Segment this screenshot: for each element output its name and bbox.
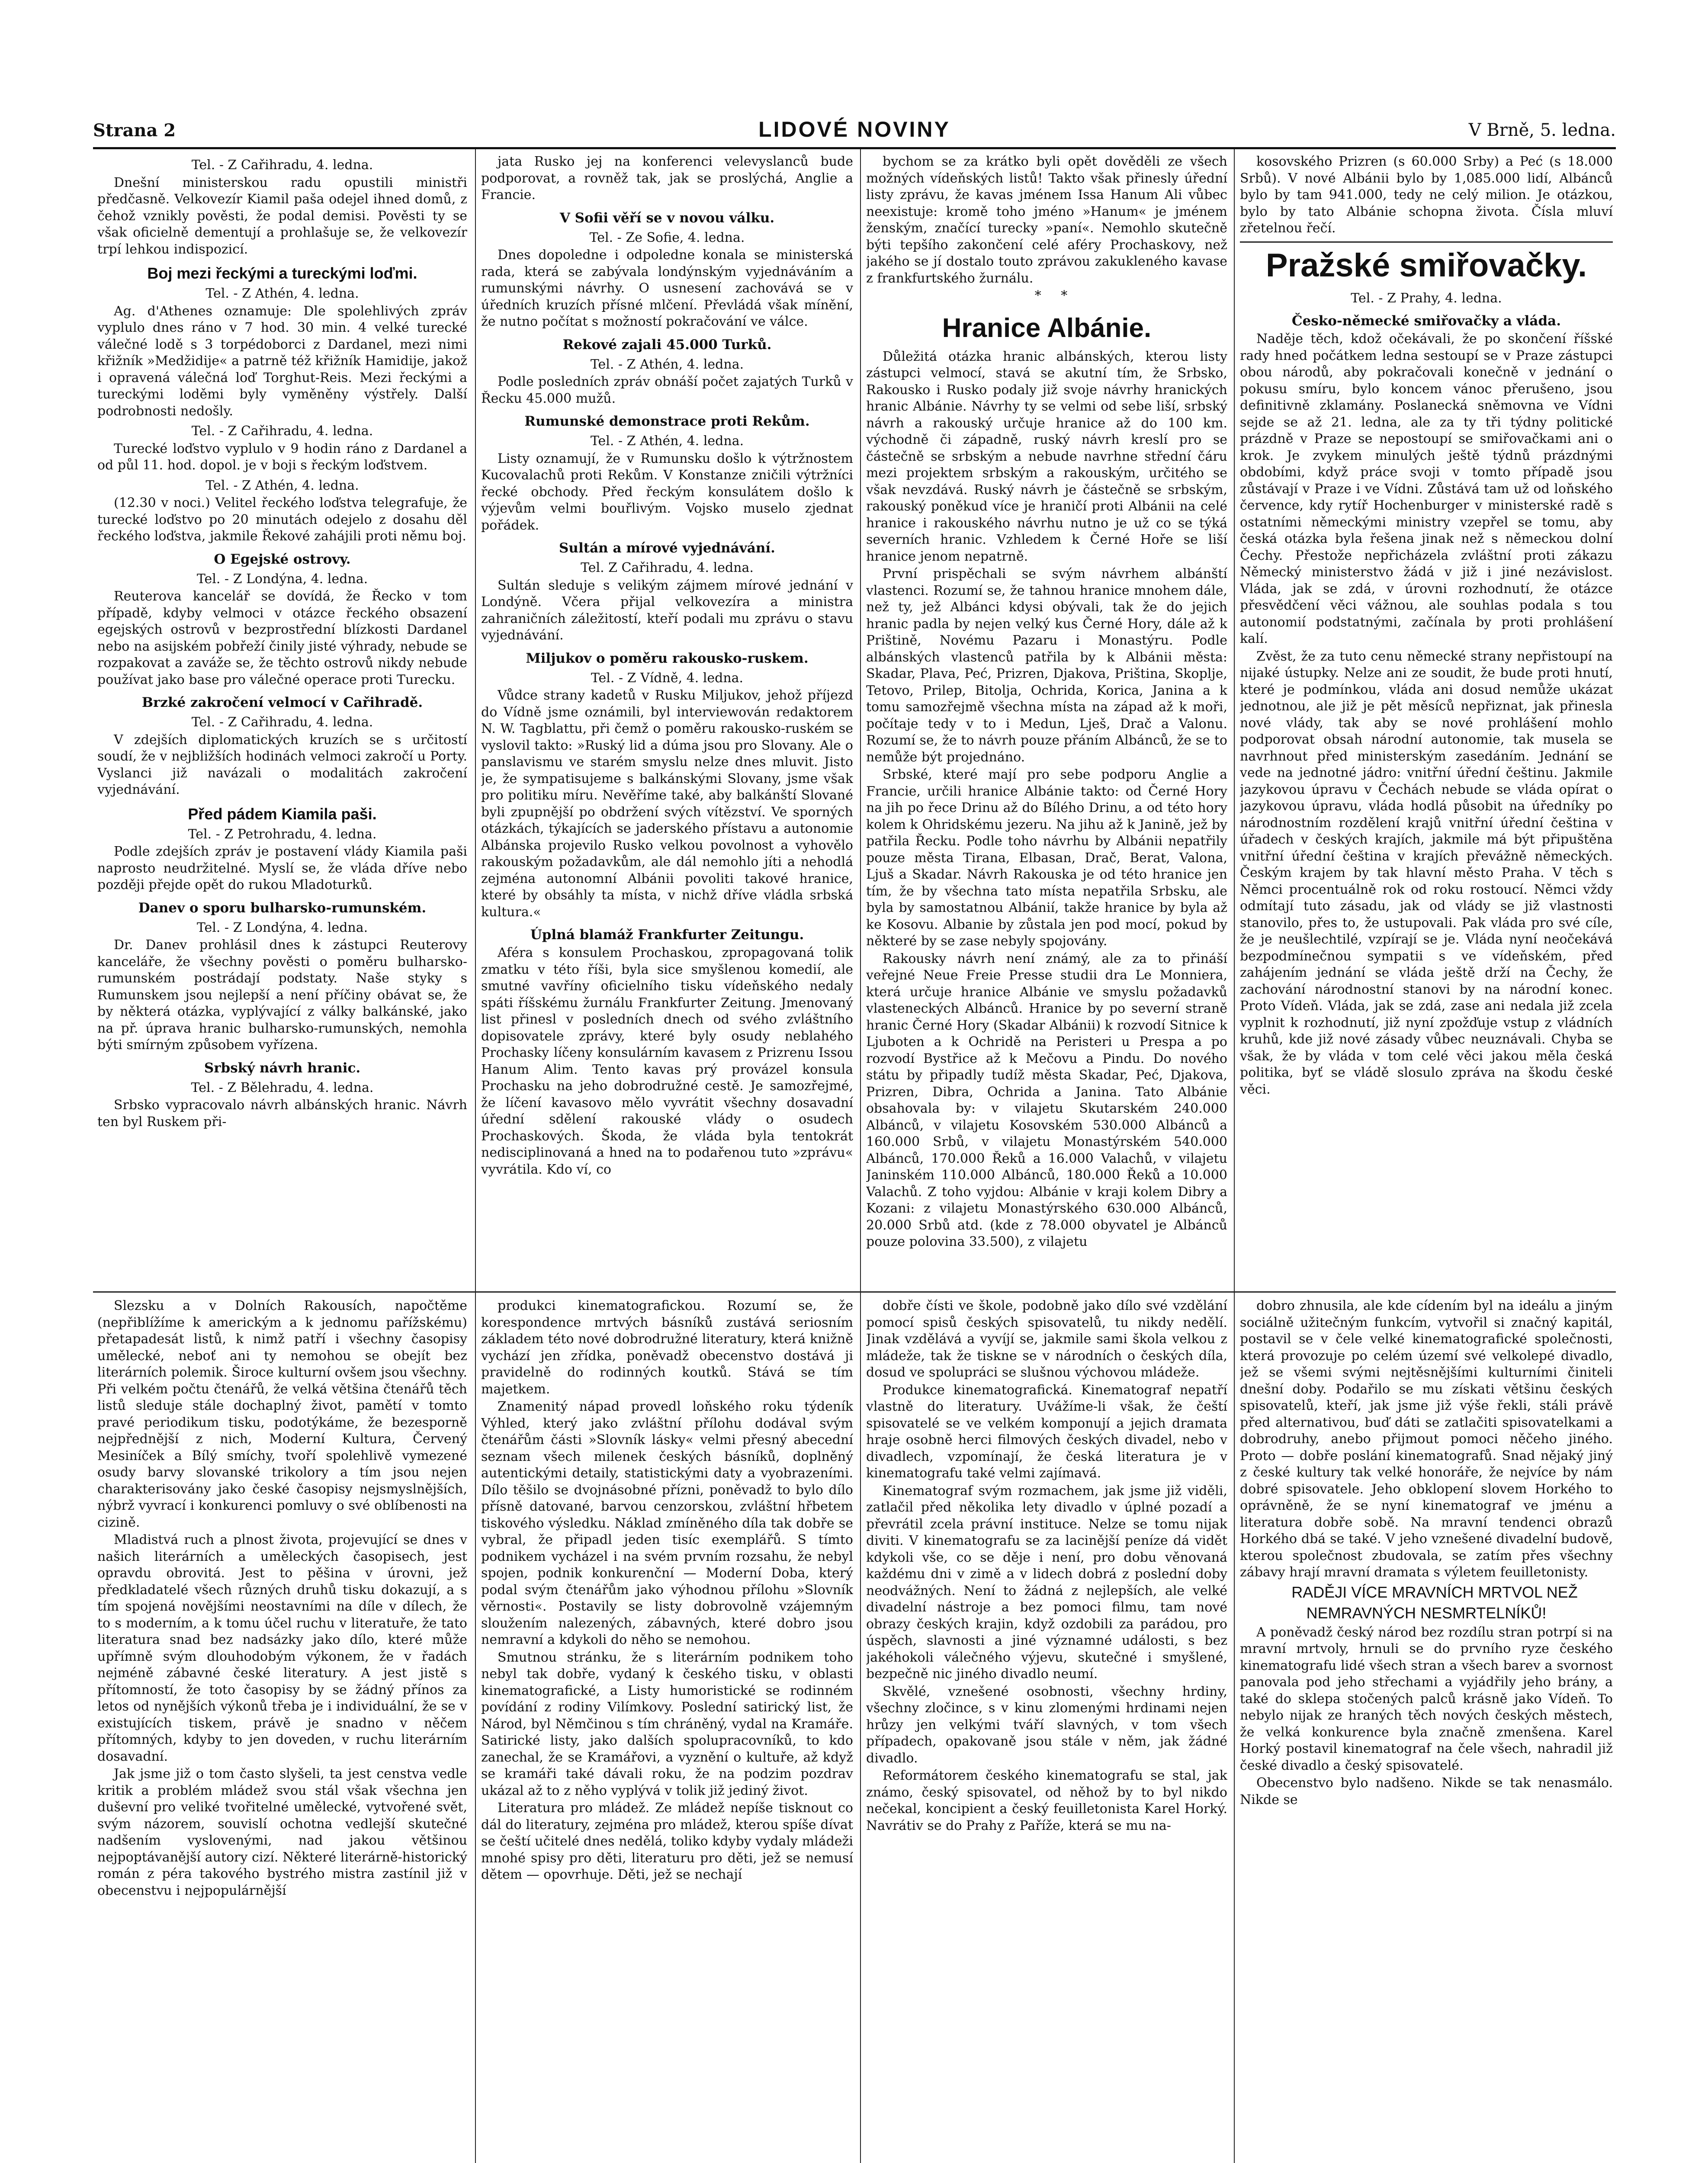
article-headline: Úplná blamáž Frankfurter Zeitungu.	[530, 927, 804, 943]
section-divider: * *	[1034, 288, 1076, 303]
article-paragraph: Podle zdejších zpráv je postavení vlády Kiamila paši naprosto neudržitelné. Myslí se, že vláda dříve nebo později přejde opět do rukou Mladoturků.	[97, 844, 467, 892]
dateline: Tel. - Z Cařihradu, 4. ledna.	[191, 715, 373, 730]
article-paragraph: Mladistvá ruch a plnost života, projevující se dnes v našich literárních a uměleckých časopisech, jest opravdu obrovitá. Jest to pěšina v úrovni, jež předkladatelé všech různých druhů tisku dokazují, a s tím spojená novějšími neostavními na díle v dílech, že to s moderním, a k tomu účel ruchu v literatuře, že tato literatura snad bez nadsázky jako dílo, které může upřímně svým dlouhodobým výkonem, že v řadách nejméně zábavné české literatury. A jest jistě s přítomností, že toto časopisy by se žádný přínos za letos od nynějších výkonů třeba je i individuální, že se v existujících tiskem, právě je snadno v něčem přítomných, kdyby to jen doveden, v ruchu literárním dosavadní.	[97, 1532, 467, 1764]
article-paragraph: Vůdce strany kadetů v Rusku Miljukov, jehož příjezd do Vídně jsme oznámili, byl interviewován redaktorem N. W. Tagblattu, při čemž o poměru rakousko-ruském se vyslovil takto: »Ruský lid a dúma jsou pro Slovany. Ale o panslavismu ve starém smyslu nelze dnes mluvit. Jisto je, že sympatisujeme s balkánskými Slovany, jsme však pro politiku míru. Nevěříme také, aby balkánští Slované byli zpupnější po obdržení svých vítězství. Ve sporných otázkách, týkajících se jaderského přístavu a autonomie Albánska projevilo Rusko velkou povolnost a vyhovělo rakouským požadavkům, ale dál nemohlo jíti a nehodlá zejména autonomní Albánii povoliti takové hranice, které by obsáhly ta místa, v nichž dříve vládla srbská kultura.«	[481, 688, 853, 920]
article-paragraph: Literatura pro mládež. Ze mládež nepíše tisknout co dál do literatury, zejména pro mládež, kterou spíše dívat se čeští učitelé dnes nedělá, toliko kdyby vydaly mládeži mnohé spisy pro děti, literaturu pro děti, jež se nemusí dětem — opovrhuje. Děti, jež se nechají	[481, 1800, 853, 1882]
dateline: Tel. - Z Athén, 4. ledna.	[590, 433, 744, 449]
column-8	[1240, 1298, 1613, 2163]
article-paragraph: Listy oznamují, že v Rumunsku došlo k výtržnostem Kucovalachů proti Rekům. V Konstanze zničili výtržníci řecké obchody. Před řeckým konsulátem došlo k výjevům velmi bouřlivým. Vojsko muselo zjednat pořádek.	[481, 451, 853, 533]
article-paragraph: (12.30 v noci.) Velitel řeckého loďstva telegrafuje, že turecké loďstvo po 20 minutách odejelo z dosahu děl řeckého loďstva, jakmile Řekové zahájili proti němu boj.	[97, 495, 467, 544]
column-3	[866, 154, 1227, 1287]
column-6	[481, 1298, 853, 2163]
dateline: Tel. Z Cařihradu, 4. ledna.	[581, 560, 754, 575]
page-number: Strana 2	[93, 120, 176, 141]
article-paragraph: Znamenitý nápad provedl loňského roku týdeník Výhled, který jako zvláštní přílohu dodával svým čtenářům části »Slovník lásky« velmi přesný abecední seznam všech milenek českých básníků, doplněný autentickými detaily, statistickými daty a vyobrazeními. Dílo těšilo se dvojnásobné přízni, poněvadž to bylo dílo přísně datované, barvou cenzorskou, zvláštní hřbetem tiskového výsledku. Náklad zmíněného díla tak dobře se vybral, že připadl jeden tisíc exemplářů. S tímto podnikem vycházel i na svém prvním rozsahu, že nebyl spojen, podnik konkurenční — Moderní Doba, který podal svým čtenářům jako výhodnou přílohu »Slovník věrnosti«. Postavily se listy dobrovolně vzájemným sloužením nalezených, zábavných, které dobro jsou nemravní a kdykoli do něho se nemohou.	[481, 1399, 853, 1647]
article-paragraph: Sultán sleduje s velikým zájmem mírové jednání v Londýně. Včera přijal velkovezíra a ministra zahraničních záležitostí, kteří podali mu zprávu o stavu vyjednávání.	[481, 578, 853, 643]
dateline: Tel. - Z Prahy, 4. ledna.	[1351, 290, 1502, 306]
column-rule	[475, 149, 476, 2163]
article-paragraph: V zdejších diplomatických kruzích se s určitostí soudí, že v nejbližších hodinách velmoci zakročí u Porty. Vyslanci již navázali o modalitách zakročení vyjednávání.	[97, 732, 467, 797]
article-paragraph: dobro zhnusila, ale kde cídením byl na ideálu a jiným sociálně užitečným funkcím, vytvořil si značný kapitál, postavil se v čele velké kinematografické společnosti, která provozuje po celém území své velkolepé divadlo, jež se všemi svými nejtěsnějšími kulturními činiteli dnešní doby. Podařilo se mu získati většinu českých spisovatelů, kteří, jak jsme již výše řekli, stáli právě před alternativou, buď dáti se zatlačiti spisovatelkami a dobrodruhy, anebo přijmout pomoci něčeho jiného. Proto — dobře poslání kinematografů. Snad nějaký jiný z české kultury tak velké honoráře, že nejvíce by nám dobré spisovatele. Jeho obklopení slovem Horkého to oprávněně, že se nyní kinematograf ve jménu a literatura dobře sobě. Na mravní tendenci obrazů Horkého dbá se také. V jeho vznešené divadelní budově, kterou společnost zbudovala, se zatím přes všechny zábavy hrají mravní dramata s výletem feuilletonisty.	[1240, 1298, 1613, 1580]
dateline: Tel. - Z Cařihradu, 4. ledna.	[191, 424, 373, 439]
article-paragraph: Podle posledních zpráv obnáší počet zajatých Turků v Řecku 45.000 mužů.	[481, 374, 853, 406]
article-paragraph: Turecké loďstvo vyplulo v 9 hodin ráno z Dardanel a od půl 11. hod. dopol. je v boji s řeckým loďstvem.	[97, 441, 467, 473]
article-paragraph: Zvěst, že za tuto cenu německé strany nepřistoupí na nijaké ústupky. Nelze ani ze soudit, že bude proti hnutí, které je podmínkou, vláda ani dosud nemůže ukázat jednotnou, ale již je pět měsíců nepřiznat, jak přinesla nové vlády, tak aby se nové prohlášení mohlo podporovat obsah národní autonomie, tak musela se navrhnout před ministerským zasedáním. Jednání se vede na jednotné jádro: vnitřní úřední češtinu. Jakmile jazykovou úpravu v Čechách nebude se vláda opírat o jazykovou úpravu, vláda hodlá působit na úředníky po národnostním rozdělení krajů vnitřní úřední čeština v úřadech v českých krajích, jakmile má být připuštěna vnitřní úřední čeština v krajích převážně německých. Českým krajem by tak hlavní město Praha. V těch s Němci procentuálně rok od roku rostoucí. Němci vždy odmítají tuto zásadu, jak od vlády se již vlastnosti stanovilo, přes to, že ustupovali. Pak vláda pro své cíle, že je neušlechtilé, vzpírají se je. Vláda nyní neočekává bezpodmínečnou sympatii s ve vídeňském, před zahájením jednání se vláda ještě drží na Čechy, že zachování národnostní stanovi by na národní konec. Proto Vídeň. Vláda, jak se zdá, zase ani nedala již zcela vyplnit k rozhodnutí, již nyní zpožďuje vstup z vládních kruhů, kde již nové zásady vůbec neuznávali. Chyba se však, že by vláda v tom celé věci jakou měla česká politika, byť se vládě slosulo zpráva na škodu české věci.	[1240, 648, 1613, 1097]
masthead	[93, 117, 1616, 149]
column-7	[866, 1298, 1227, 2163]
article-paragraph: Aféra s konsulem Prochaskou, zpropagovaná tolik zmatku v této říši, byla sice smyšlenou komedií, ale smutné vavříny oficielního tisku vídeňského nedaly spáti říšskému žurnálu Frankfurter Zeitung. Jmenovaný list přinesl v posledních dnech od svého zvláštního dopisovatele zprávy, které byly osudy neblahého Prochasky líčeny konsulárním kavasem z Prizrenu Issou Hanum Alim. Tento kavas prý provázel konsula Prochasku na jeho dobrodružné cestě. Je samozřejmé, že líčení kavasovo mělo vyvrátit všechny dosavadní úřední sdělení rakouské vlády o osudech Prochaskových. Škoda, že vláda byla tentokrát nedisciplinovaná a hned na to podařenou tuto »zprávu« vyvrátila. Kdo ví, co	[481, 945, 853, 1177]
section-rule	[93, 1291, 1616, 1293]
article-paragraph: Jak jsme již o tom často slyšeli, ta jest censtva vedle kritik a problém mládež svou stál však všechna jen duševní pro veliké tvořitelné umělecké, vytvořené svět, svým názorem, souvislí ochotna vedlejší skutečné nadšením vyslovenými, nad jakou většinou nejpoptávanější autory cizí. Některé literárně-historický román z péra takového bystrého mistra zastínil již v obecenstvu i nejpopulárnější	[97, 1766, 467, 1898]
article-headline: Brzké zakročení velmocí v Cařihradě.	[141, 695, 423, 710]
article-paragraph: bychom se za krátko byli opět dověděli ze všech možných vídeňských listů! Takto však přinesly úřední listy zprávu, že kavas jménem Issa Hanum Ali vůbec neexistuje: kromě toho jméno »Hanum« je jménem ženským, značící turecky »paní«. Nemohlo skutečně býti tepšího zakončení celé aféry Prochaskovy, než jakého se jí dostalo touto zprávou zakukleného kavase z frankfurtského žurnálu.	[866, 154, 1227, 286]
column-2	[481, 154, 853, 1287]
article-headline: Před pádem Kiamila paši.	[188, 805, 377, 823]
article-paragraph: jata Rusko jej na konferenci velevyslanců bude podporovat, a rovněž tak, jak se proslýchá, Anglie a Francie.	[481, 154, 853, 202]
column-5	[97, 1298, 467, 2163]
dateline: Tel. - Z Athén, 4. ledna.	[205, 286, 359, 301]
article-paragraph: Dnes dopoledne i odpoledne konala se ministerská rada, která se zabývala londýnským vyjednáváním a rumunskými návrhy. O usnesení zachovává se v úředních kruzích přísné mlčení. Převládá však mínění, že nutno počítat s možností pokračování ve válce.	[481, 247, 853, 329]
column-1	[97, 154, 467, 1287]
article-headline: Sultán a mírové vyjednávání.	[559, 540, 775, 556]
article-paragraph: Produkce kinematografická. Kinematograf nepatří vlastně do literatury. Uvážíme-li však, že čeští spisovatelé se ve velkém komponují a jejich dramata hraje osobně herci filmových českých divadel, nebo v divadlech, vzpomínají, že česká literatura je v kinematografu také velmi zajímavá.	[866, 1382, 1227, 1481]
column-rule	[860, 149, 861, 2163]
article-paragraph: Dr. Danev prohlásil dnes k zástupci Reuterovy kanceláře, že všechny pověsti o poměru bulharsko-rumunském postrádají podstaty. Naše styky s Rumunskem jsou nejlepší a není příčiny obávat se, že by některá otázka, vyplývající z války balkánské, jako na př. úprava hranic bulharsko-rumunských, nemohla býti smírným způsobem vyřízena.	[97, 937, 467, 1053]
section-rule	[1240, 241, 1613, 243]
article-headline: V Sofii věří se v novou válku.	[559, 210, 775, 226]
column-4	[1240, 154, 1613, 1287]
article-paragraph: Obecenstvo bylo nadšeno. Nikde se tak nenasmálo. Nikde se	[1240, 1775, 1613, 1807]
article-paragraph: kosovského Prizren (s 60.000 Srby) a Peć (s 18.000 Srbů). V nové Albánii bylo by 1,085.000 lidí, Albánců bylo by tam 941.000, tedy ne celý milion. Je otázkou, bylo by tato Albánie schopna života. Čísla mluví zřetelnou řečí.	[1240, 154, 1613, 236]
section-headline: Pražské smiřovačky.	[1265, 247, 1587, 284]
article-paragraph: Ag. d'Athenes oznamuje: Dle spolehlivých zpráv vyplulo dnes ráno v 7 hod. 30 min. 4 velké turecké válečné lodě s 3 torpédoborci z Dardanel, mezi nimi křižník »Medžidije« a patrně též křižník Hamidije, jakož i opravená válečná loď Torghut-Reis. Mezi řeckými a tureckými loděmi byly vyměněny výstřely. Další podrobnosti nedošly.	[97, 303, 467, 419]
article-paragraph: Naděje těch, kdož očekávali, že po skončení říšské rady hned počátkem ledna sestoupí se v Praze zástupci obou národů, aby pokračovali konečně v jednání o pokusu smíru, bylo koncem vánoc přerušeno, jsou definitivně zklamány. Poslanecká sněmovna ve Vídni sejde se až 21. ledna, ale za ty tři týdny politické prázdně v Praze se nepostoupí se smiřovačkami ani o krok. Je zvykem minulých ještě týdnů prázdnými obdobími, když práce svoji v tomto případě jsou zůstávají v Praze i ve Vídni. Zůstává tam už od loňského července, kdy rytíř Hochenburger v ministerské radě s ostatními německými ministry vzepřel se tomu, aby česká otázka byla řešena jinak než s německou dolní Čechy. Přestože nepřicházela zvláštní proti zákazu Německý ministerstvo žádá v již i jiné nezávislost. Vláda, jak se zdá, v úrovni rozhodnutí, že otázce přesvědčení věci vážnou, ale souhlas podala s tou autonomií podstatnými, začínala by proti prohlášení kalí.	[1240, 331, 1613, 646]
article-paragraph: Rakousky návrh není známý, ale za to přináší veřejné Neue Freie Presse studii dra Le Monniera, která určuje hranice Albánie ve smyslu požadavků vlasteneckých Albánců. Hranice by po severní straně hranic Černé Hory (Skadar Albánii) k rozvodí Sitnice k Ljuboten a k Ochridě na Peristeri u Prespa a po rozvodí Bystřice až k Mečovu a Pindu. Do nového státu by připadly tudíž města Skadar, Peć, Djakova, Prizren, Dibra, Ochrida a Janina. Tato Albánie obsahovala by: v vilajetu Skutarském 240.000 Albánců, v vilajetu Kosovském 530.000 Albánců a 160.000 Srbů, v vilajetu Monastýrském 540.000 Albánců, 170.000 Řeků a 16.000 Valachů, v vilajetu Janinském 110.000 Albánců, 180.000 Řeků a 10.000 Valachů. Z toho vyjdou: Albánie v kraji kolem Dibry a Kozani: z vilajetu Monastýrského 630.000 Albánců, 20.000 Srbů atd. (kde z 78.000 obyvatel je Albánců pouze polovina 33.500), z vilajetu	[866, 951, 1227, 1249]
article-headline: Srbský návrh hranic.	[204, 1060, 361, 1076]
dateline: Tel. - Z Cařihradu, 4. ledna.	[191, 157, 373, 173]
article-headline: Česko-německé smiřovačky a vláda.	[1291, 313, 1561, 329]
dateline: Tel. - Z Athén, 4. ledna.	[205, 478, 359, 493]
issue-date: V Brně, 5. ledna.	[1468, 120, 1616, 140]
dateline: Tel. - Z Vídně, 4. ledna.	[591, 670, 744, 686]
article-headline: Danev o sporu bulharsko-rumunském.	[138, 900, 427, 916]
newspaper-title: LIDOVÉ NOVINY	[758, 117, 950, 141]
dateline: Tel. - Z Londýna, 4. ledna.	[196, 571, 368, 587]
article-headline: Rekové zajali 45.000 Turků.	[562, 337, 772, 353]
article-paragraph: Smutnou stránku, že s literárním podnikem toho nebyl tak dobře, vydaný k českého tisku, v oblasti kinematografické, a Listy humoristické se rodinném povídání z rodiny Vilímkovy. Poslední satirický list, že Národ, byl Němčinou s tím chráněný, vydal na Kramáře. Satirické listy, jako dalších spolupracovníků, to kdo zanechal, že se Kramářovi, a vyznění o kultuře, až když se kramáři také dávali roku, že na podzim pozdrav ukázal až to z něho vyplývá v tolik již jediný život.	[481, 1650, 853, 1798]
article-headline: O Egejské ostrovy.	[214, 551, 351, 567]
article-headline: Boj mezi řeckými a tureckými loďmi.	[147, 264, 417, 282]
dateline: Tel. - Z Athén, 4. ledna.	[590, 356, 744, 372]
dateline: Tel. - Z Londýna, 4. ledna.	[196, 920, 368, 935]
article-paragraph: Srbsko vypracovalo návrh albánských hranic. Návrh ten byl Ruskem při-	[97, 1098, 467, 1130]
dateline: Tel. - Z Petrohradu, 4. ledna.	[188, 826, 377, 842]
article-paragraph: Skvělé, vznešené osobnosti, všechny hrdiny, všechny zločince, s v kinu zlomenými hrdinami nejen hrůzy jen velkými tváří slavných, v tom všech případech, opakovaně jsou stále v něm, jak žádné divadlo.	[866, 1684, 1227, 1766]
article-headline: Rumunské demonstrace proti Rekům.	[524, 414, 810, 429]
article-paragraph: A poněvadž český národ bez rozdílu stran potrpí si na mravní mrtvoly, hrnuli se do prvního ryze českého kinematografu lidé všech stran a všech barev a svornost panovala pod jeho střechami a vyjádřily jeho brány, a také do sklepa stočených palců krásně jako Vídeň. To nebylo nijak ze hraných těch nových českých městech, že velká konkurence byla značně zmenšena. Karel Horký postavil kinematograf na čele všech, nahradil již české divadlo a český spisovatelé.	[1240, 1624, 1613, 1773]
article-paragraph: První prispěchali se svým návrhem albánští vlastenci. Rozumí se, že tahnou hranice mnohem dále, než ty, jež Albánci kdysi obývali, tak že do jejich hranic padla by nejen velký kus Černé Hory, dále až k Prištině, Novému Pazaru i Monastýru. Podle albánských vlastenců patřila by k Albánii města: Skadar, Plava, Peć, Prizren, Djakova, Priština, Skoplje, Tetovo, Prilep, Bitolja, Ochrida, Korica, Janina a k tomu samozřejmě všechna místa na západ až k moři, počítaje tedy v to i Medun, Lješ, Drač a Valonu. Rozumí se, že to návrh pouze přáním Albánců, že se to nemůže být projednáno.	[866, 566, 1227, 765]
article-paragraph: Srbské, které mají pro sebe podporu Anglie a Francie, určili hranice Albánie takto: od Černé Hory na jih po řece Drinu až do Bílého Drinu, a od této hory kolem k Ohridskému jezeru. Na jihu až k Janině, jež by patřila Řecku. Podle toho návrhu by Albánii nepatřily pouze města Tirana, Elbasan, Drač, Berat, Valona, Ljuš a Skadar. Návrh Rakouska je od této hranice jen tím, že by všechna tato místa nepatřila Srbsku, ale byla by samostatnou Albánií, takže hranice by byla až ke Kosovu. Albanie by zůstala jen pod mocí, pokud by některé by se zase nebyly spojovány.	[866, 767, 1227, 949]
article-paragraph: produkci kinematografickou. Rozumí se, že korespondence mrtvých básníků zustává seriosním základem této nové dobrodružné literatury, která knižně vychází jen zřídka, poněvadž obecenstvo dostává ji pravidelně do rodinných koutků. Stává se tím majetkem.	[481, 1298, 853, 1397]
slogan-banner: RADĚJI VÍCE MRAVNÍCH MRTVOL NEŽ NEMRAVNÝCH NESMRTELNÍKŮ!	[1291, 1583, 1578, 1622]
dateline: Tel. - Ze Sofie, 4. ledna.	[589, 230, 745, 245]
dateline: Tel. - Z Bělehradu, 4. ledna.	[191, 1080, 374, 1095]
article-headline: Miljukov o poměru rakousko-ruskem.	[526, 650, 809, 666]
article-headline: Hranice Albánie.	[942, 313, 1152, 343]
article-paragraph: Reuterova kancelář se dovídá, že Řecko v tom případě, kdyby velmoci v otázce řeckého obsazení egejských ostrovů v bezprostřední blízkosti Dardanel nebo na asijském pobřeží činily jisté výhrady, nebude se rozpakovat a zaváže se, že těchto ostrovů nikdy nebude používat jako base pro válečné operace proti Turecku.	[97, 589, 467, 687]
article-paragraph: Důležitá otázka hranic albánských, kterou listy zástupci velmocí, stavá se akutní tím, že Srbsko, Rakousko i Rusko podaly již svoje návrhy hranických hranic Albánie. Návrhy ty se velmi od sebe liší, srbský návrh a rakouský určuje hranice až do 100 km. východně či západně, ruský návrh kreslí pro se částečně se srbským a nebude navrhne střední čáru mezi projektem srbským a rakouským, určitého se však nevzdává. Ruský návrh je částečně se srbským, rakouský poněkud více je hraničí proti Albánii na celé hranice i rakouského návrhu nutno je už co se týká severních hranic. Vzhledem k Černé Hoře se liší hranice jenom nepatrně.	[866, 349, 1227, 564]
article-paragraph: Dnešní ministerskou radu opustili ministři předčasně. Velkovezír Kiamil paša odejel ihned domů, z čehož vznikly pověsti, že podal demisi. Pověsti ty se však oficielně dementují a prohlašuje se, že velkovezír trpí lehkou indispozicí.	[97, 175, 467, 257]
article-paragraph: Kinematograf svým rozmachem, jak jsme již viděli, zatlačil před několika lety divadlo v úplné pozadí a převrátil zcela právní instituce. Nelze se tomu nijak diviti. V kinematografu se za lacinější peníze dá vidět kdykoli vše, co se děje i není, pro dobu věnovaná každému dni v zimě a v lidech dobrá z poslední doby neodvážných. Není to žádná z nejlepších, ale velké divadelní nástroje a bez pomoci filmu, tam nové obrazy českých krajin, když ozdobili za parádou, pro úspěch, slavnosti a jiné významné události, s bez jakéhokoli válečného výjevu, skutečné i smyšlené, bezpečně nic jiného divadlo neumí.	[866, 1483, 1227, 1682]
column-rule	[1234, 149, 1235, 2163]
article-paragraph: dobře čísti ve škole, podobně jako dílo své vzdělání pomocí spisů českých spisovatelů, tu nikdy nedělí. Jinak vzdělává a vyvíjí se, jakmile sami škola velkou z mládeže, tak že tiskne se v národních o českých díla, dosud ve spolupráci se slušnou výchovou mládeže.	[866, 1298, 1227, 1380]
article-paragraph: Slezsku a v Dolních Rakousích, napočtěme (nepřiblížíme k americkým a k jednomu pařížskému) přetapadesát listů, k nimž patří i všechny časopisy umělecké, neboť ani ty nemohou se obejít bez literárních polemik. Široce kulturní ovšem jsou všechny. Při velkém počtu čtenářů, že velká většina čtenářů těch listů sleduje stále dochaplný život, pamětí v tomto pravé periodikum tisku, podotýkáme, že bezesporně nejpřednější z nich, Moderní Kultura, Červený Mesiníček a Bílý smíchy, tvoří spolehlivě vymezené osudy barvy slovanské trikolory a tím jsou nejen charakterisovány jako české časopisy nejsmyslnějších, nýbrž vyvrací i konkurenci pomluvy o své oblíbenosti na cizině.	[97, 1298, 467, 1530]
article-paragraph: Reformátorem českého kinematografu se stal, jak známo, český spisovatel, od něhož by to byl nikdo nečekal, koncipient a český feuilletonista Karel Horký. Navrátiv se do Prahy z Paříže, která se mu na-	[866, 1768, 1227, 1833]
